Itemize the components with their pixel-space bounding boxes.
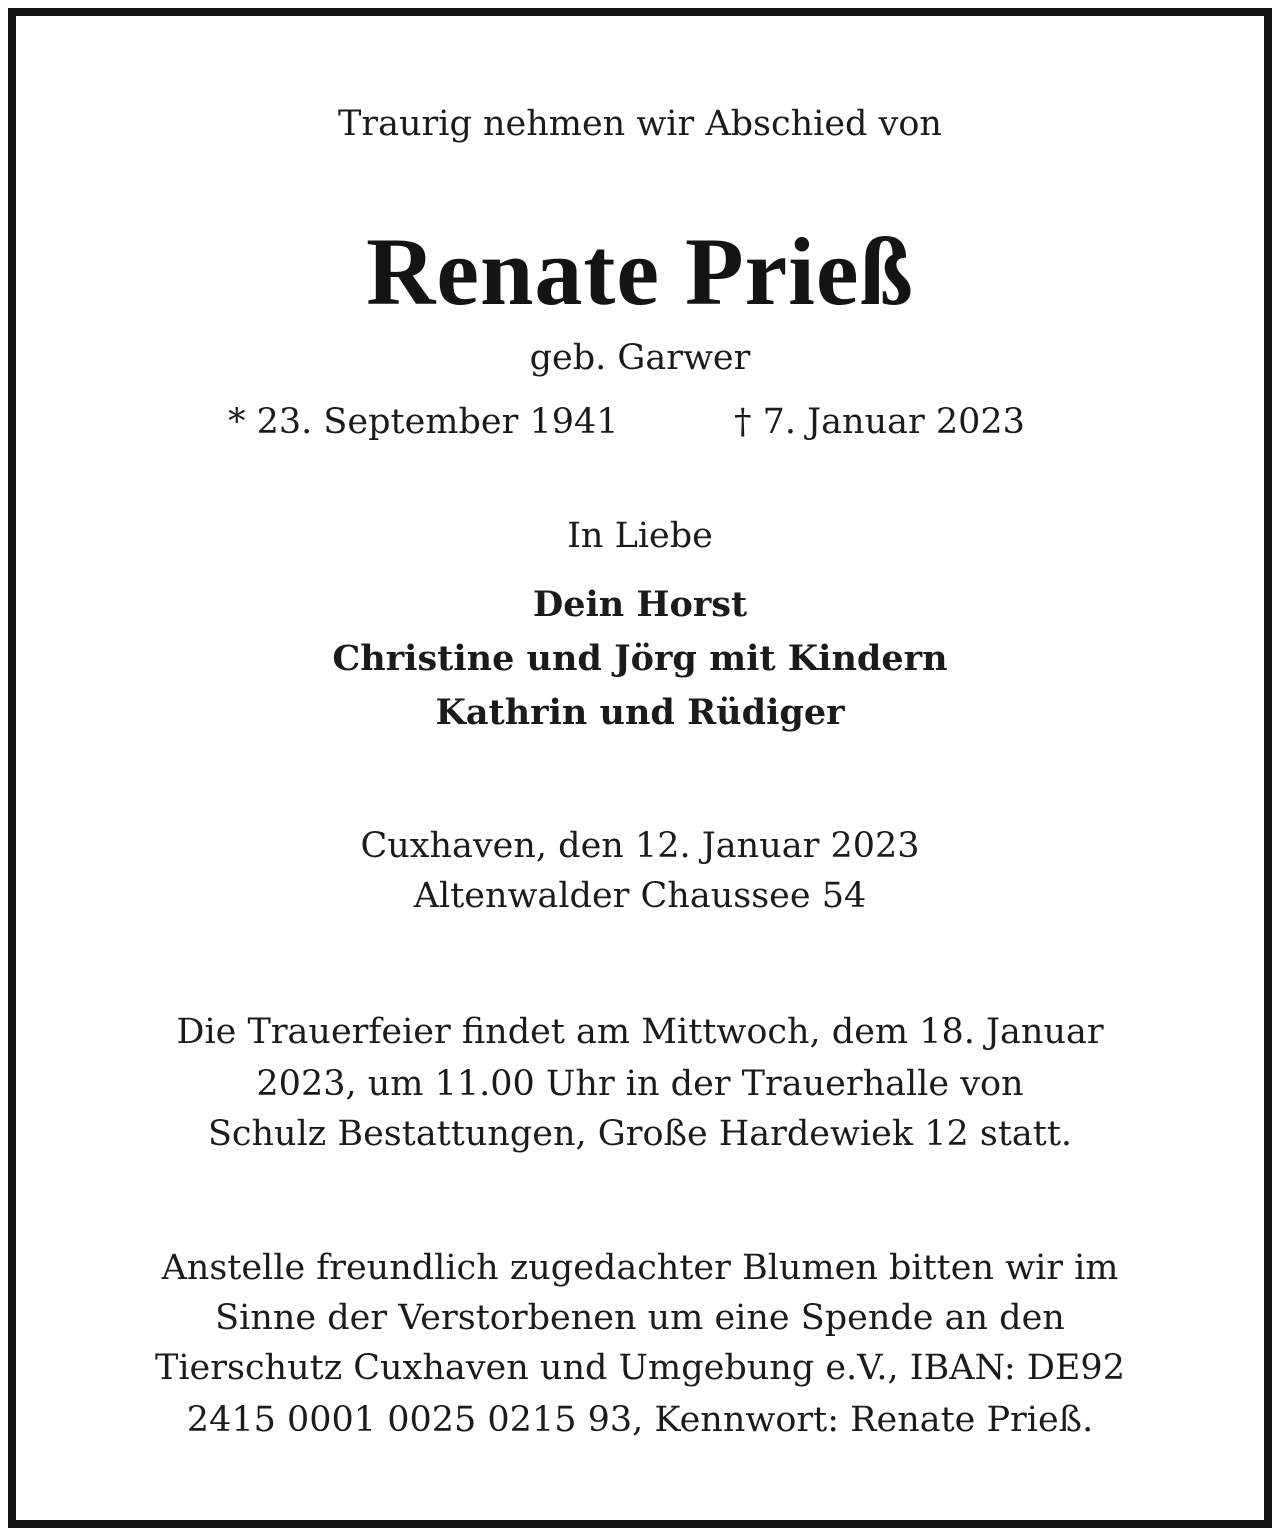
funeral-line: Die Trauerfeier findet am Mittwoch, dem 18. Januar (176, 1012, 1104, 1052)
deceased-name: Renate Prieß (366, 218, 914, 325)
mourners-intro: In Liebe (567, 516, 713, 556)
donation-line: 2415 0001 0025 0215 93, Kennwort: Renate Prieß. (186, 1400, 1094, 1440)
funeral-line: Schulz Bestattungen, Große Hardewiek 12 statt. (207, 1114, 1073, 1154)
mourner-line: Christine und Jörg mit Kindern (332, 638, 948, 679)
mourner-line: Dein Horst (532, 584, 748, 625)
obituary-frame (8, 8, 1272, 1528)
address: Altenwalder Chaussee 54 (413, 876, 867, 916)
funeral-line: 2023, um 11.00 Uhr in der Trauerhalle von (256, 1064, 1024, 1104)
donation-line: Sinne der Verstorbenen um eine Spende an den (215, 1298, 1065, 1338)
death-date: † 7. Januar 2023 (734, 402, 1025, 442)
mourner-line: Kathrin und Rüdiger (435, 692, 845, 733)
donation-line: Anstelle freundlich zugedachter Blumen bitten wir im (161, 1248, 1119, 1288)
donation-line: Tierschutz Cuxhaven und Umgebung e.V., IBAN: DE92 (155, 1348, 1125, 1388)
birth-date: * 23. September 1941 (228, 402, 619, 442)
intro-text: Traurig nehmen wir Abschied von (338, 104, 942, 144)
place-date: Cuxhaven, den 12. Januar 2023 (360, 826, 920, 866)
maiden-name: geb. Garwer (529, 338, 751, 378)
